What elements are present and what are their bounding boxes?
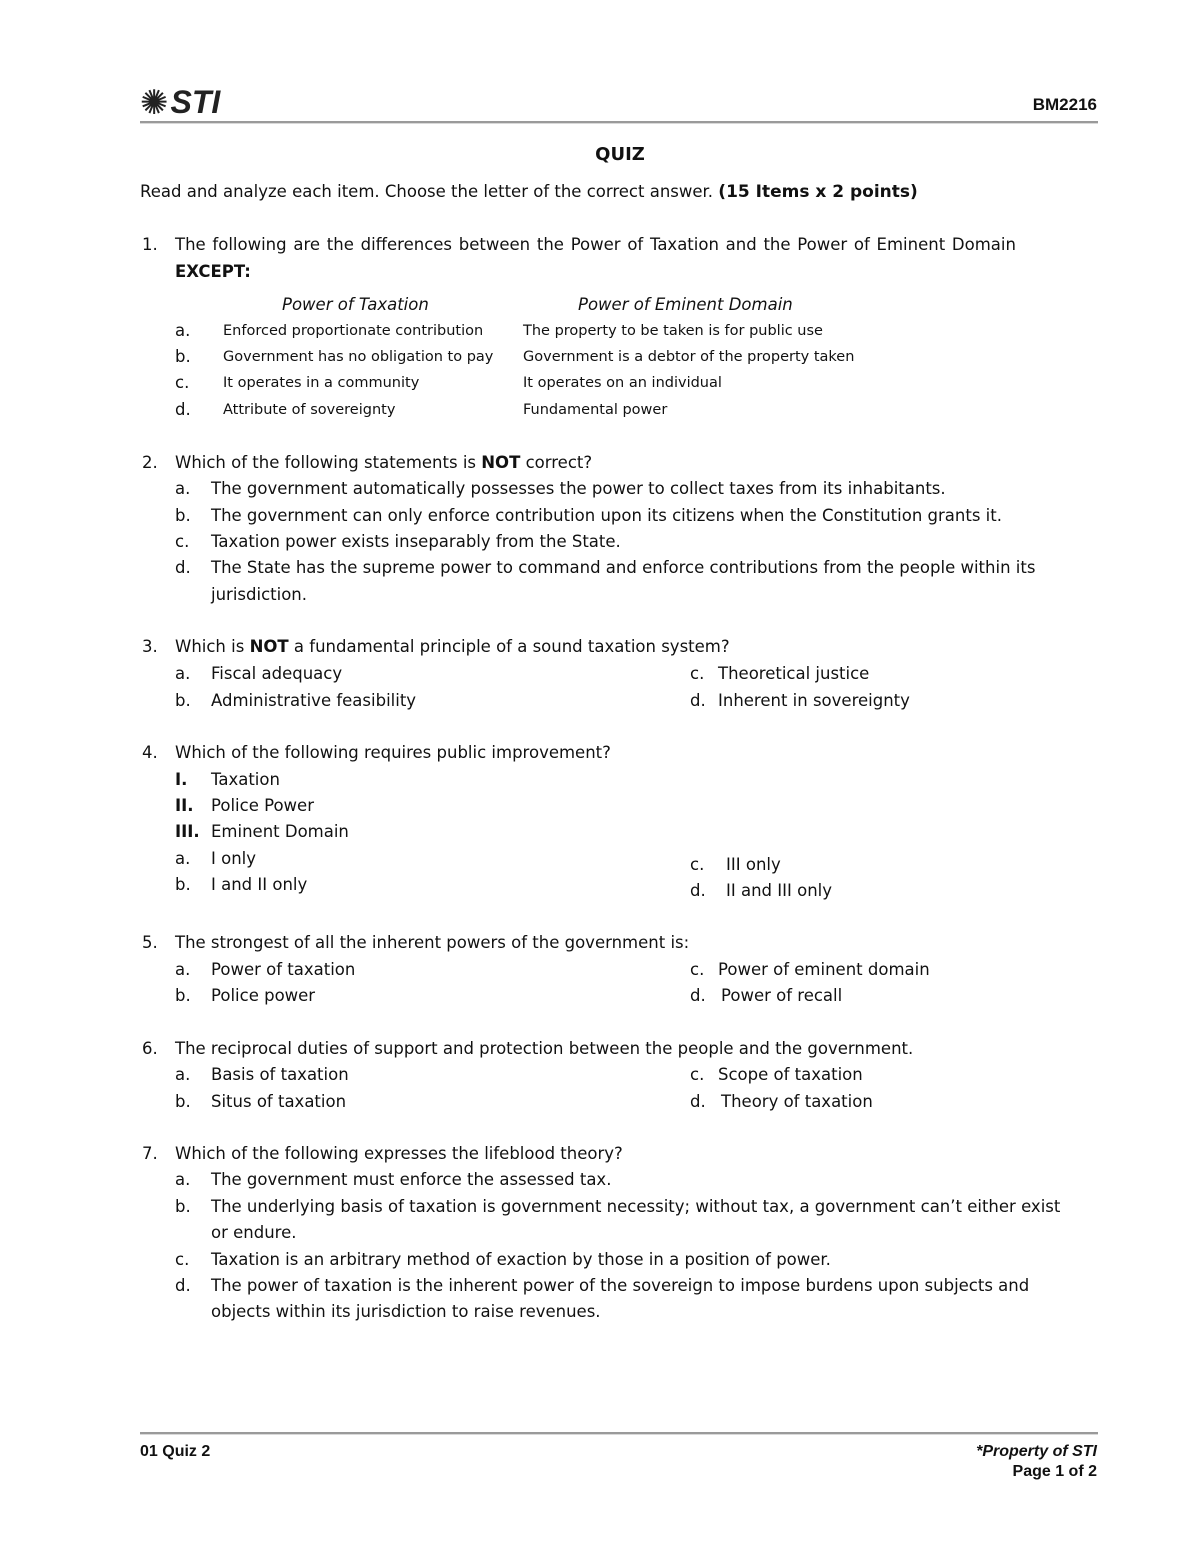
option-text: Power of taxation bbox=[211, 960, 356, 979]
option-text: III only bbox=[726, 855, 781, 874]
item-text: Police Power bbox=[211, 796, 314, 815]
option-text: Scope of taxation bbox=[718, 1065, 863, 1084]
option-letter: d. bbox=[175, 1276, 191, 1295]
item-text: Eminent Domain bbox=[211, 822, 349, 841]
question-number: 7. bbox=[142, 1144, 158, 1163]
question-text: Which of the following statements is NOT correct? bbox=[175, 453, 593, 472]
footer-page-number: Page 1 of 2 bbox=[1012, 1463, 1097, 1480]
option-letter: c. bbox=[175, 373, 190, 392]
question-number: 1. bbox=[142, 235, 158, 254]
option-text: II and III only bbox=[726, 881, 833, 900]
sti-logo bbox=[140, 84, 220, 121]
item-text: Taxation bbox=[211, 770, 280, 789]
footer-property: *Property of STI bbox=[976, 1443, 1097, 1460]
column-header-eminent-domain: Power of Eminent Domain bbox=[578, 295, 793, 314]
option-text: The government can only enforce contribution upon its citizens when the Constitution grants it. bbox=[211, 506, 1002, 525]
option-text: I and II only bbox=[211, 875, 308, 894]
option-letter: d. bbox=[175, 558, 191, 577]
footer-divider bbox=[140, 1432, 1098, 1434]
option-letter: c. bbox=[690, 1065, 705, 1084]
option-letter: b. bbox=[175, 691, 191, 710]
option-text: Inherent in sovereignty bbox=[718, 691, 910, 710]
option-text: It operates in a community bbox=[223, 375, 420, 391]
option-text: Police power bbox=[211, 986, 316, 1005]
question-number: 6. bbox=[142, 1039, 158, 1058]
option-text: Administrative feasibility bbox=[211, 691, 417, 710]
option-letter: d. bbox=[690, 986, 706, 1005]
option-text-continued: jurisdiction. bbox=[211, 585, 307, 604]
course-code: BM2216 bbox=[1032, 95, 1097, 114]
option-letter: c. bbox=[175, 1250, 190, 1269]
option-letter: c. bbox=[690, 664, 705, 683]
option-text: Taxation is an arbitrary method of exaction by those in a position of power. bbox=[211, 1250, 831, 1269]
option-letter: a. bbox=[175, 849, 191, 868]
option-letter: d. bbox=[690, 881, 706, 900]
option-letter: b. bbox=[175, 347, 191, 366]
option-text: Government is a debtor of the property taken bbox=[523, 349, 855, 365]
instructions-text: Read and analyze each item. Choose the letter of the correct answer. bbox=[140, 182, 719, 201]
option-letter: c. bbox=[690, 960, 705, 979]
option-text: Fiscal adequacy bbox=[211, 664, 343, 683]
option-text: The underlying basis of taxation is government necessity; without tax, a government can’t either exist bbox=[211, 1197, 1061, 1216]
option-text: Attribute of sovereignty bbox=[223, 402, 396, 418]
logo-text: STI bbox=[170, 84, 221, 120]
question-text: Which of the following requires public improvement? bbox=[175, 743, 611, 762]
page-title: QUIZ bbox=[595, 144, 645, 165]
option-letter: c. bbox=[690, 855, 705, 874]
option-letter: a. bbox=[175, 664, 191, 683]
option-letter: b. bbox=[175, 1197, 191, 1216]
roman-numeral: II. bbox=[175, 796, 194, 815]
option-text: Government has no obligation to pay bbox=[223, 349, 494, 365]
option-letter: a. bbox=[175, 1065, 191, 1084]
question-number: 2. bbox=[142, 453, 158, 472]
option-text: Situs of taxation bbox=[211, 1092, 347, 1111]
globe-icon: ✺ bbox=[140, 82, 169, 123]
question-text: Which is NOT a fundamental principle of a sound taxation system? bbox=[175, 637, 730, 656]
option-letter: b. bbox=[175, 875, 191, 894]
question-text: The strongest of all the inherent powers of the government is: bbox=[175, 933, 690, 952]
option-text: Power of recall bbox=[721, 986, 843, 1005]
option-text: Basis of taxation bbox=[211, 1065, 349, 1084]
option-text: Theory of taxation bbox=[721, 1092, 873, 1111]
question-text: The following are the differences between the Power of Taxation and the Power of Eminent Domain bbox=[175, 235, 1016, 254]
option-letter: a. bbox=[175, 479, 191, 498]
option-letter: a. bbox=[175, 321, 191, 340]
option-text: The government automatically possesses the power to collect taxes from its inhabitants. bbox=[211, 479, 946, 498]
question-number: 5. bbox=[142, 933, 158, 952]
question-text: The reciprocal duties of support and protection between the people and the government. bbox=[175, 1039, 914, 1058]
option-text: The government must enforce the assessed tax. bbox=[211, 1170, 612, 1189]
option-text: The property to be taken is for public use bbox=[523, 323, 823, 339]
option-letter: b. bbox=[175, 986, 191, 1005]
option-text: Fundamental power bbox=[523, 402, 668, 418]
question-number: 4. bbox=[142, 743, 158, 762]
option-text: I only bbox=[211, 849, 257, 868]
header-divider bbox=[140, 121, 1098, 123]
question-number: 3. bbox=[142, 637, 158, 656]
option-letter: c. bbox=[175, 532, 190, 551]
option-letter: b. bbox=[175, 506, 191, 525]
instructions-points: (15 Items x 2 points) bbox=[718, 182, 918, 202]
question-text: Which of the following expresses the lifeblood theory? bbox=[175, 1144, 623, 1163]
option-text: It operates on an individual bbox=[523, 375, 722, 391]
option-letter: d. bbox=[690, 691, 706, 710]
option-letter: d. bbox=[175, 400, 191, 419]
option-letter: d. bbox=[690, 1092, 706, 1111]
question-text-emphasis: EXCEPT: bbox=[175, 262, 251, 281]
instructions bbox=[140, 182, 918, 202]
option-text: Taxation power exists inseparably from the State. bbox=[211, 532, 621, 551]
option-text: Power of eminent domain bbox=[718, 960, 930, 979]
option-letter: b. bbox=[175, 1092, 191, 1111]
column-header-taxation: Power of Taxation bbox=[282, 295, 429, 314]
option-text: Theoretical justice bbox=[718, 664, 870, 683]
roman-numeral: III. bbox=[175, 822, 200, 841]
option-text-continued: objects within its jurisdiction to raise revenues. bbox=[211, 1302, 601, 1321]
roman-numeral: I. bbox=[175, 770, 188, 789]
option-letter: a. bbox=[175, 1170, 191, 1189]
option-letter: a. bbox=[175, 960, 191, 979]
option-text: The power of taxation is the inherent power of the sovereign to impose burdens upon subjects and bbox=[211, 1276, 1030, 1295]
option-text: Enforced proportionate contribution bbox=[223, 323, 484, 339]
option-text-continued: or endure. bbox=[211, 1223, 297, 1242]
option-text: The State has the supreme power to command and enforce contributions from the people within its bbox=[211, 558, 1036, 577]
footer-label: 01 Quiz 2 bbox=[140, 1443, 211, 1460]
